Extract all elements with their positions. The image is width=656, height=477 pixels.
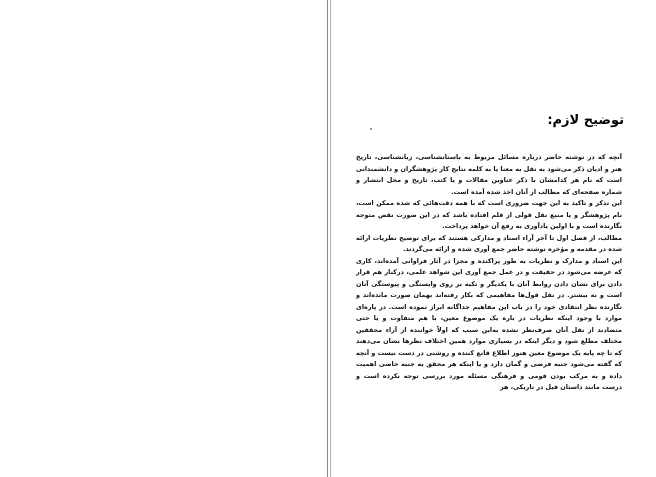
paragraph-3: مطالب، از فصل اول تا آخر آراء اسناد و مدارکی هستند که برای توضیح نظریات ارائه شده در مقدمه و مؤخره نوشته حاضر جمع آوری شده و ارائه می‌گردند. xyxy=(356,233,622,253)
paragraph-4: این اسناد و مدارک و نظریات به طور پراکنده و مجزا در آثار فراوانی آمده‌اند، کاری که عرضه می‌شود در حقیقت و در عمل جمع آوری این شواهد علمی، درکنار هم قرار دادن برای نشان دادن روابط آنان با یکدیگر و تکیه بر روی وابستگی و پیوستگی آنان است و نه بیشتر. در نقل قول‌ها مفاهیمی که بکار رفته‌اند بهمان صورت مانده‌اند و نگارنده نظر انتقادی خود را در باب این مفاهیم جداگانه ابراز نموده است. در پاره‌ای موارد با وجود اینکه نظریات در باره یک موضوع معین، با هم متفاوت و یا حتی متضادند از نقل آنان صرف‌نظر نشده به‌این سبب که اولاً خواننده از آراء محققین مختلف مطلع شود و دیگر اینکه در بسیاری موارد همین اختلاف نظرها نشان می‌دهند که تا چه پایه یک موضوع معین هنوز اطلاع قانع کننده و روشنی در دست نیست و آنچه که گفته می‌شود جنبه فرضی و گمان دارد و یا اینکه هر محقق به جنبه خاصی اهمیت داده و به مرکب بودن قومی و فرهنگی مسئله مورد بررسی توجه نکرده است و درست مانند داستان فیل در تاریکی، هر xyxy=(356,256,622,391)
gutter-line xyxy=(327,0,328,477)
section-title: توضیح لازم: xyxy=(547,113,624,128)
gutter-line-inner xyxy=(330,0,331,477)
body-text xyxy=(356,152,622,394)
left-page-blank xyxy=(0,0,326,477)
stray-mark xyxy=(370,128,372,130)
paragraph-2: این تذکر و تاکید به این جهت ضروری است که با همه دقت‌هائی که شده ممکن است، نام پژوهشگر و یا منبع نقل قولی از قلم افتاده باشد که در این صورت نقص متوجه نگارنده است و با اولین یادآوری به رفع آن خواهد پرداخت. xyxy=(356,199,622,230)
paragraph-1: آنچه که در نوشته حاضر درباره مسائل مربوط به باستانشناسی، زبانشناسی، تاریخ هنر و ادیان ذکر می‌شود به نقل به معنا یا به کلمه نتایج کار پژوهشگران و دانشمندانی است که نام هر کدامشان با ذکر عناوین مقالات و یا کتب، تاریخ و محل انتشار و شماره صفحه‌ای که مطالب از آنان اخذ شده آمده است. xyxy=(356,153,622,196)
